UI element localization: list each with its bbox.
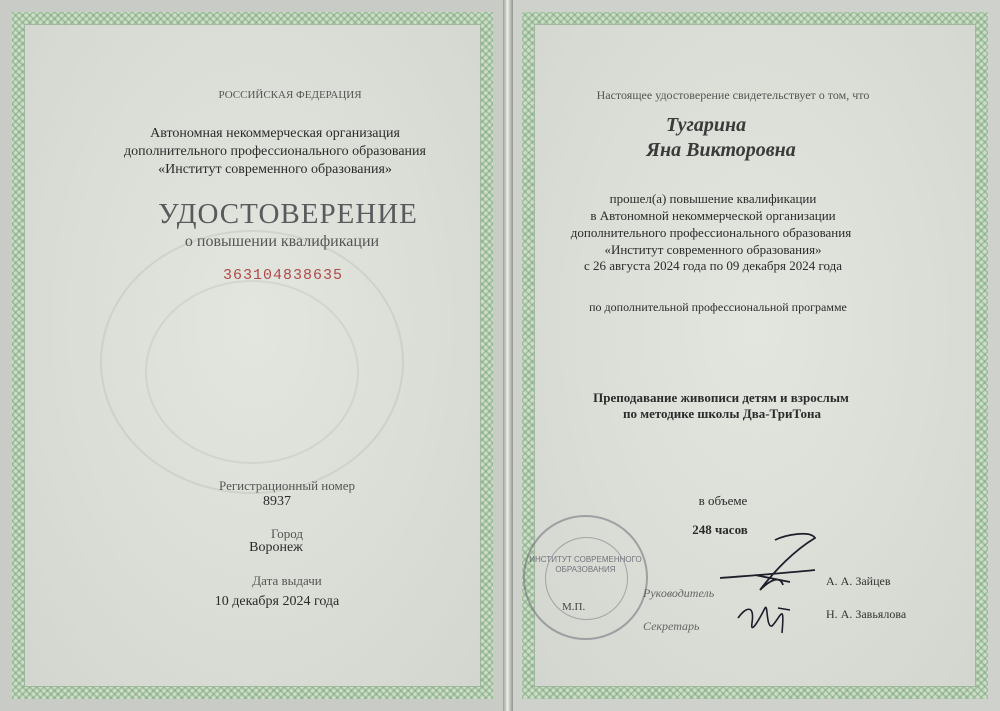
seal-inner-ring	[545, 537, 628, 620]
city-label: Город	[270, 526, 304, 541]
city-value: Воронеж	[249, 540, 303, 555]
book-spine	[503, 0, 513, 711]
country-label: РОССИЙСКАЯ ФЕДЕРАЦИЯ	[218, 89, 362, 101]
round-seal-stamp	[523, 515, 648, 640]
stamp-mp-label: М.П.	[562, 601, 586, 613]
seal-text: ИНСТИТУТ СОВРЕМЕННОГО ОБРАЗОВАНИЯ	[529, 555, 642, 574]
org-line-2: дополнительного профессионального образования	[124, 144, 426, 159]
program-line-1: Преподавание живописи детям и взрослым	[593, 390, 849, 405]
secretary-name: Н. А. Завьялова	[826, 607, 907, 621]
holder-name: Яна Викторовна	[646, 139, 796, 161]
body-line-1: прошел(а) повышение квалификации	[609, 191, 817, 206]
secretary-signature	[730, 588, 810, 643]
director-label: Руководитель	[643, 586, 715, 600]
org-line-1: Автономная некоммерческая организация	[150, 126, 400, 141]
body-line-3: дополнительного профессионального образования	[570, 225, 852, 240]
program-line-2: по методике школы Два-ТриТона	[622, 406, 822, 421]
intro-text: Настоящее удостоверение свидетельствует о том, что	[596, 88, 870, 102]
org-line-3: «Институт современного образования»	[158, 162, 392, 177]
body-line-2: в Автономной некоммерческой организации	[590, 208, 836, 223]
issue-date-label: Дата выдачи	[252, 573, 322, 588]
director-name: А. А. Зайцев	[826, 574, 891, 588]
volume-label: в объеме	[698, 493, 748, 508]
body-line-5: с 26 августа 2024 года по 09 декабря 2024 года	[583, 258, 843, 273]
reg-number-label: Регистрационный номер	[219, 478, 355, 493]
issue-date-value: 10 декабря 2024 года	[214, 594, 340, 609]
watermark-emblem-inner	[145, 280, 359, 464]
document-subtitle: о повышении квалификации	[184, 233, 380, 250]
reg-number-value: 8937	[263, 494, 291, 509]
body-line-4: «Институт современного образования»	[604, 242, 822, 257]
serial-number: 363104838635	[222, 267, 344, 284]
document-title: УДОСТОВЕРЕНИЕ	[158, 198, 418, 230]
program-label: по дополнительной профессиональной программе	[589, 300, 847, 314]
holder-surname: Тугарина	[665, 114, 747, 136]
hours-value: 248 часов	[692, 522, 748, 537]
secretary-label: Секретарь	[643, 619, 700, 633]
